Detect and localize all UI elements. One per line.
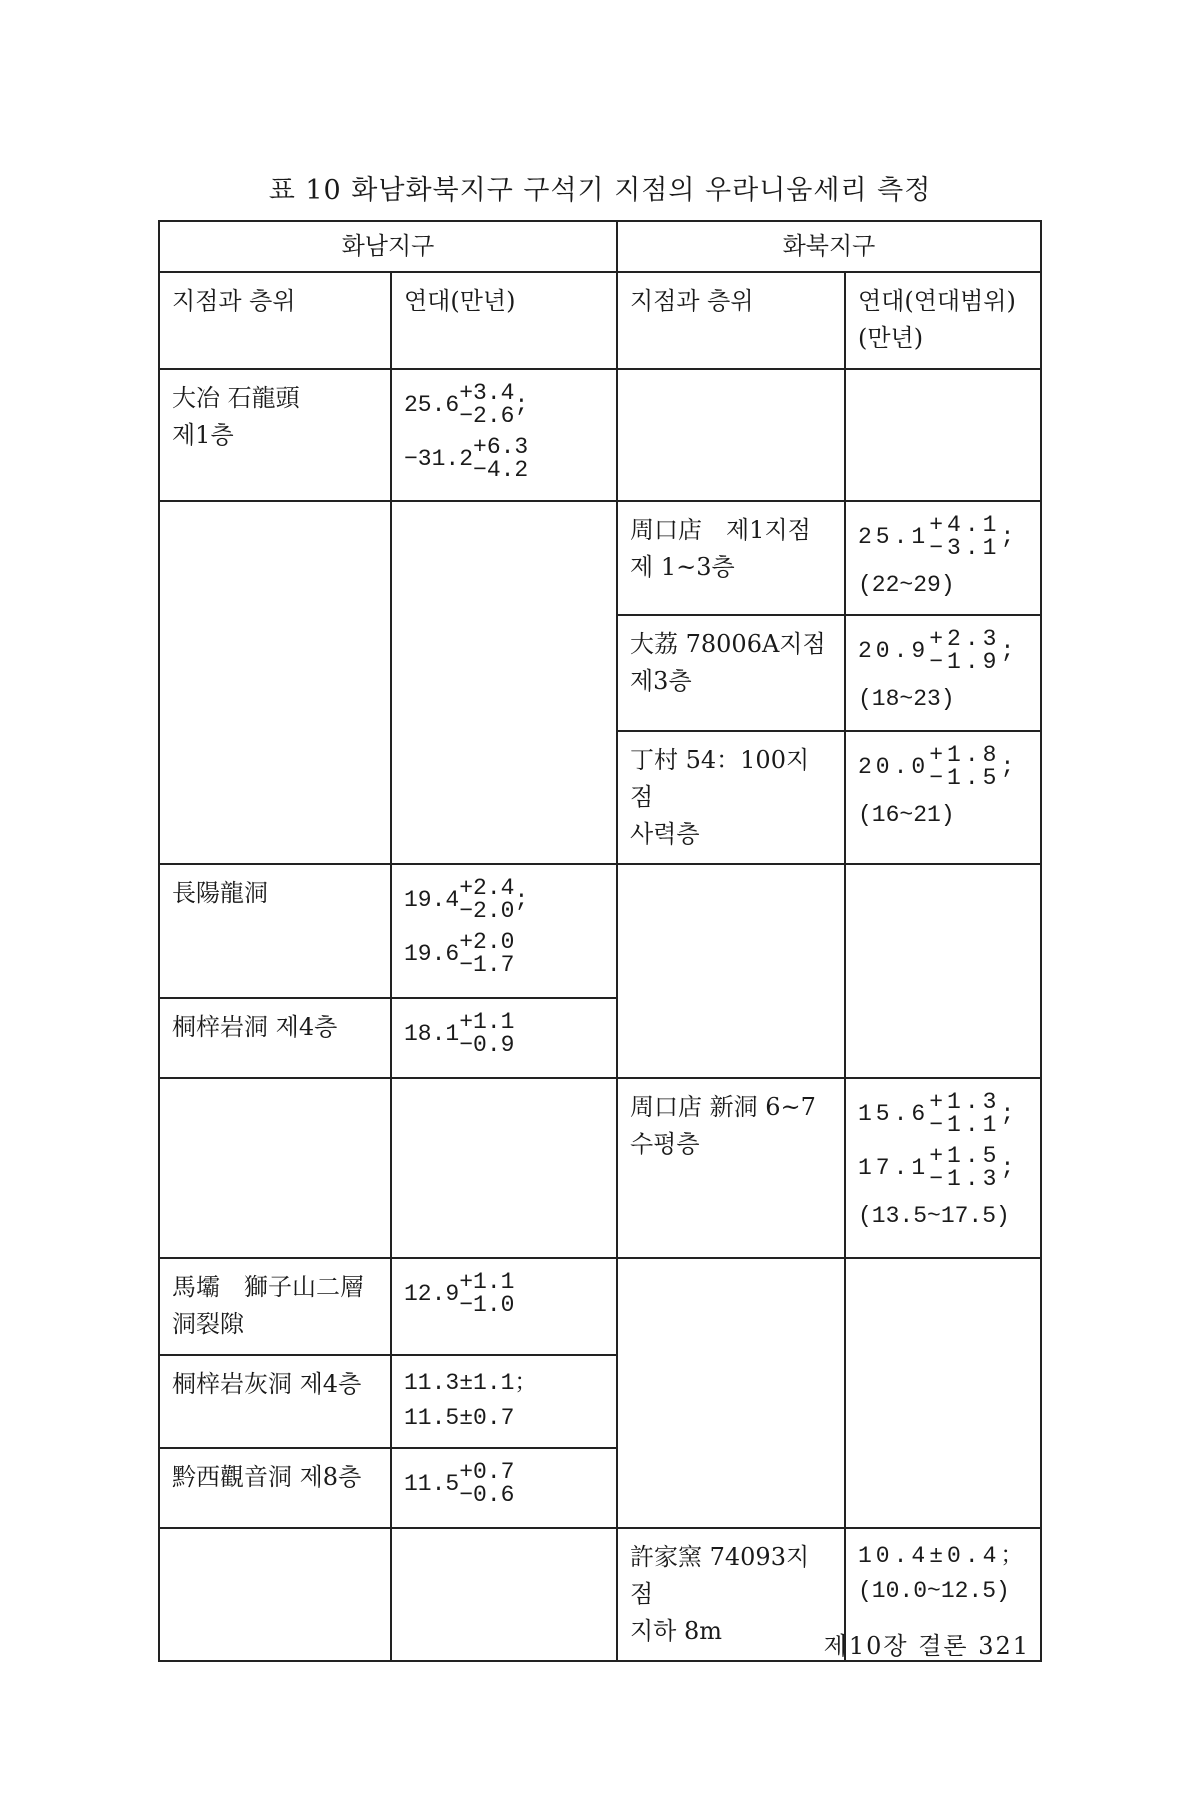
date-error [929,625,1001,675]
north-site-cell-empty [617,369,845,501]
date-sep: ; [514,391,529,418]
date-range: (22~29) [858,571,955,598]
date-base: 18.1 [404,1021,460,1048]
north-site-cell [617,1528,845,1662]
site-name: 周口店 제1지점 [630,515,811,544]
date-sep: ; [1000,1155,1019,1182]
north-date-cell-empty [845,369,1041,501]
error-plus: +1.3 [929,1089,1001,1116]
north-date-cell [845,731,1041,865]
south-date-cell-empty [391,501,617,865]
col-header-north-date [845,272,1041,368]
col-header-south-site: 지점과 층위 [159,272,391,368]
date-sep: ; [1000,1101,1019,1128]
site-name: 馬壩 獅子山二層 [172,1273,364,1302]
site-name: 大荔 78006A지점 [630,629,826,658]
error-plus: +1.5 [929,1143,1001,1170]
site-name: 大冶 石龍頭 [172,383,300,412]
south-date-cell-empty [391,1528,617,1662]
date-base: 12.9 [404,1281,460,1308]
error-plus: +2.3 [929,625,1001,652]
table-caption: 표 10 화남화북지구 구석기 지점의 우라니움세리 측정 [268,175,932,206]
date-error [929,741,1001,791]
south-date-cell [391,369,617,501]
date-range: (18~23) [858,685,955,712]
error-plus: +0.7 [459,1458,515,1485]
col-header-north-date-line2: (만년) [858,324,924,353]
date-error [459,1458,515,1508]
south-site-cell-empty [159,1078,391,1258]
site-layer: 洞裂隙 [172,1310,244,1339]
date-base: −31.2 [404,445,474,472]
south-date-cell [391,1258,617,1354]
site-name: 黔西觀音洞 제8층 [172,1462,362,1491]
error-minus: −1.7 [459,952,515,979]
date-range: (16~21) [858,801,955,828]
date-base: 19.4 [404,887,460,914]
north-site-cell [617,615,845,731]
date-entry [404,1271,604,1317]
error-minus: −2.6 [459,402,515,429]
date-base: 19.6 [404,941,460,968]
error-plus: +1.1 [459,1269,515,1296]
site-name: 周口店 新洞 6~7 [630,1093,816,1122]
south-site-cell [159,1448,391,1528]
date-base: 20.9 [858,637,930,664]
date-entry [404,1458,604,1508]
site-name: 桐梓岩灰洞 제4층 [172,1369,362,1398]
site-layer: 수평층 [630,1130,700,1159]
error-plus: +4.1 [929,511,1001,538]
north-date-cell [845,501,1041,615]
south-site-cell [159,369,391,501]
date-entry [404,379,604,429]
group-header-north: 화북지구 [617,221,1041,272]
date-line: 11.5±0.7 [404,1405,515,1432]
date-entry [404,877,604,923]
date-base: 25.1 [858,523,930,550]
error-plus: +6.3 [473,433,529,460]
site-layer: 제1층 [172,420,234,449]
date-error [459,1011,514,1057]
south-date-cell [391,1355,617,1448]
date-entry [404,433,604,483]
north-site-cell-empty [617,1258,845,1528]
date-range: (10.0~12.5) [858,1578,1010,1605]
date-base: 11.5 [404,1470,460,1497]
site-layer: 사력층 [630,819,700,848]
south-site-cell-empty [159,501,391,865]
date-sep: ; [1000,523,1019,550]
date-error [473,433,529,483]
site-name: 丁村 54：100지점 [630,745,810,811]
date-entry [858,1145,1028,1191]
south-site-cell [159,1355,391,1448]
error-plus: +1.8 [929,741,1001,768]
north-date-cell [845,1078,1041,1258]
south-site-cell [159,998,391,1078]
date-entry [858,511,1028,561]
site-name: 長陽龍洞 [172,879,268,908]
error-minus: −0.6 [459,1481,515,1508]
date-sep: ; [514,887,529,914]
date-base: 20.0 [858,753,930,780]
site-name: 桐梓岩洞 제4층 [172,1013,338,1042]
north-date-cell [845,615,1041,731]
error-minus: −2.0 [459,898,515,925]
error-plus: +1.1 [459,1009,515,1036]
site-layer: 제3층 [630,666,692,695]
date-entry [858,741,1028,791]
error-minus: −1.9 [929,648,1001,675]
date-entry [858,625,1028,675]
date-line: 10.4±0.4； [858,1542,1028,1569]
site-layer: 제 1~3층 [630,552,735,581]
south-site-cell [159,1258,391,1354]
north-site-cell-empty [617,864,845,1078]
date-error [459,931,514,977]
north-site-cell [617,501,845,615]
site-name: 許家窯 74093지점 [630,1542,810,1608]
date-sep: ; [1000,753,1019,780]
error-minus: −4.2 [473,456,529,483]
south-date-cell-empty [391,1078,617,1258]
north-date-cell-empty [845,1258,1041,1528]
date-error [459,379,515,429]
group-header-south: 화남지구 [159,221,617,272]
col-header-north-date-line1: 연대(연대범위) [858,287,1016,316]
date-error [929,1145,1000,1191]
north-date-cell-empty [845,864,1041,1078]
date-entry [404,1011,604,1057]
date-entry [404,931,604,977]
error-minus: −0.9 [459,1032,515,1059]
date-line: 11.3±1.1； [404,1369,538,1396]
south-date-cell [391,864,617,998]
north-site-cell [617,1078,845,1258]
error-minus: −1.0 [459,1292,515,1319]
date-base: 25.6 [404,391,460,418]
error-plus: +2.4 [459,875,515,902]
date-range: (13.5~17.5) [858,1203,1010,1230]
page-footer: 제10장 결론 321 [823,1632,1030,1660]
south-date-cell [391,1448,617,1528]
uranium-series-table [158,220,1042,1662]
date-error [929,511,1001,561]
error-minus: −1.1 [929,1112,1001,1139]
error-minus: −1.3 [929,1166,1001,1193]
date-error [459,1271,514,1317]
site-layer: 지하 8m [630,1617,723,1646]
date-sep: ; [1000,637,1019,664]
error-minus: −3.1 [929,534,1001,561]
date-entry [858,1091,1028,1137]
south-site-cell [159,864,391,998]
date-error [929,1091,1000,1137]
date-base: 17.1 [858,1155,930,1182]
south-date-cell [391,998,617,1078]
date-error [459,877,514,923]
north-site-cell [617,731,845,865]
col-header-north-site: 지점과 층위 [617,272,845,368]
col-header-south-date: 연대(만년) [391,272,617,368]
south-site-cell-empty [159,1528,391,1662]
error-minus: −1.5 [929,764,1001,791]
error-plus: +2.0 [459,929,515,956]
error-plus: +3.4 [459,379,515,406]
date-base: 15.6 [858,1101,930,1128]
